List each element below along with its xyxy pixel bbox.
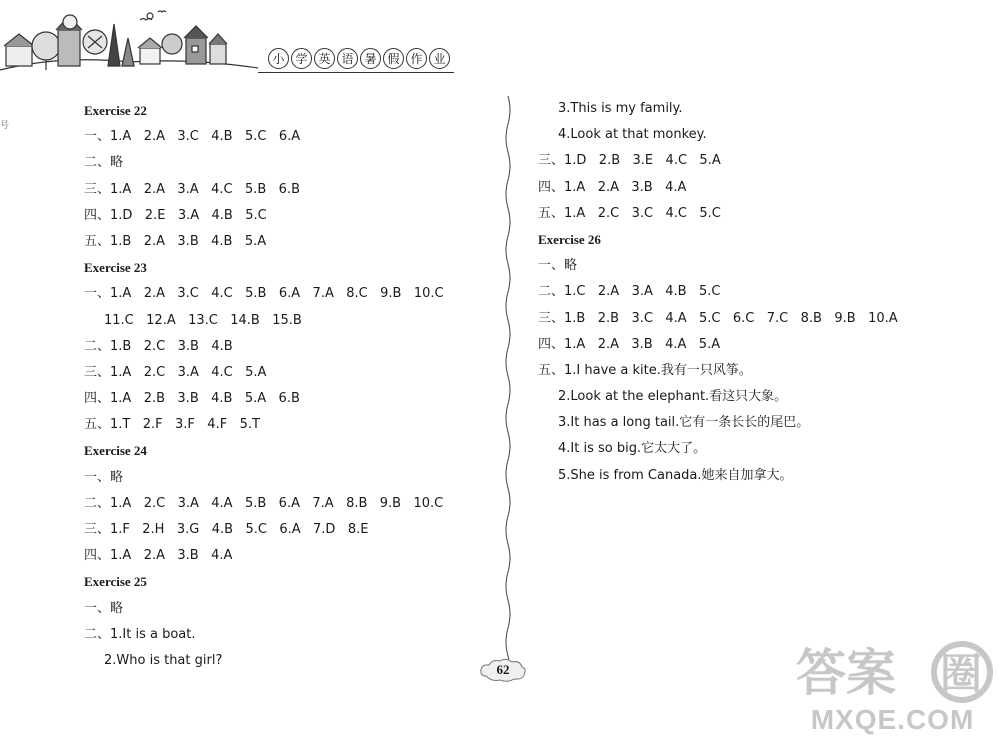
header-title-char: 学	[291, 48, 312, 69]
answer-line: 三、1.A 2.A 3.A 4.C 5.B 6.B	[84, 181, 300, 197]
answer-line: 2.Who is that girl?	[104, 652, 223, 668]
answer-line: 四、1.A 2.A 3.B 4.A 5.A	[538, 336, 721, 352]
answer-line: 11.C 12.A 13.C 14.B 15.B	[104, 312, 302, 328]
left-answer-column	[84, 98, 484, 674]
watermark-logo	[790, 634, 995, 706]
header-village-illustration	[0, 0, 260, 100]
answer-line: 一、略	[538, 258, 578, 274]
answer-line: 五、1.B 2.A 3.B 4.B 5.A	[84, 233, 267, 249]
header-rule	[258, 72, 454, 73]
answer-line: 二、1.A 2.C 3.A 4.A 5.B 6.A 7.A 8.B 9.B 10.C	[84, 495, 444, 511]
answer-line: 5.She is from Canada.她来自加拿大。	[558, 467, 793, 483]
answer-line: 三、1.F 2.H 3.G 4.B 5.C 6.A 7.D 8.E	[84, 522, 369, 537]
column-divider	[500, 96, 516, 668]
answer-line: 五、1.I have a kite.我有一只风筝。	[538, 362, 752, 378]
answer-line: 三、1.A 2.C 3.A 4.C 5.A	[84, 364, 267, 380]
answer-line: 三、1.B 2.B 3.C 4.A 5.C 6.C 7.C 8.B 9.B 10.A	[538, 310, 898, 326]
answer-line: 3.It has a long tail.它有一条长长的尾巴。	[558, 415, 810, 431]
answer-line: 五、1.T 2.F 3.F 4.F 5.T	[84, 417, 260, 433]
answer-line: 四、1.A 2.B 3.B 4.B 5.A 6.B	[84, 391, 300, 407]
exercise-heading: Exercise 25	[84, 574, 147, 590]
answer-line: 四、1.A 2.A 3.B 4.A	[538, 179, 687, 195]
answer-line: 二、1.It is a boat.	[84, 626, 196, 642]
svg-text:圈: 圈	[940, 649, 983, 698]
exercise-heading: Exercise 22	[84, 103, 147, 118]
answer-line: 一、1.A 2.A 3.C 4.B 5.C 6.A	[84, 129, 301, 145]
answer-line: 一、略	[84, 600, 124, 616]
side-mark: 号	[0, 121, 10, 131]
answer-line: 二、1.B 2.C 3.B 4.B	[84, 338, 233, 354]
answer-line: 2.Look at the elephant.看这只大象。	[558, 389, 788, 405]
answer-line: 一、略	[84, 469, 124, 485]
answer-line: 四、1.A 2.A 3.B 4.A	[84, 548, 233, 564]
header-title-char: 小	[268, 48, 289, 69]
answer-line: 一、1.A 2.A 3.C 4.C 5.B 6.A 7.A 8.C 9.B 10.C	[84, 286, 444, 302]
answer-line: 三、1.D 2.B 3.E 4.C 5.A	[538, 153, 721, 169]
watermark-url: MXQE.COM	[810, 704, 975, 735]
answer-line: 二、1.C 2.A 3.A 4.B 5.C	[538, 284, 721, 300]
header-title-char: 作	[406, 48, 427, 69]
exercise-heading: Exercise 24	[84, 443, 147, 459]
answer-line: 3.This is my family.	[558, 101, 683, 116]
answer-line: 四、1.D 2.E 3.A 4.B 5.C	[84, 207, 267, 223]
watermark	[790, 634, 995, 738]
header-title-char: 业	[429, 48, 450, 69]
exercise-heading: Exercise 23	[84, 260, 147, 276]
exercise-heading: Exercise 26	[538, 231, 601, 247]
header-title-char: 英	[314, 48, 335, 69]
page-number-badge	[478, 656, 528, 684]
answer-line: 二、略	[84, 155, 124, 171]
header-title-char: 暑	[360, 48, 381, 69]
header-title-char: 假	[383, 48, 404, 69]
answer-line: 4.It is so big.它太大了。	[558, 441, 707, 457]
header-title	[268, 46, 450, 70]
svg-text:答案: 答案	[796, 644, 896, 702]
header-title-char: 语	[337, 48, 358, 69]
page-number: 62	[496, 662, 510, 677]
answer-line: 五、1.A 2.C 3.C 4.C 5.C	[538, 205, 721, 221]
answer-line: 4.Look at that monkey.	[558, 127, 707, 143]
right-answer-column	[538, 96, 958, 489]
